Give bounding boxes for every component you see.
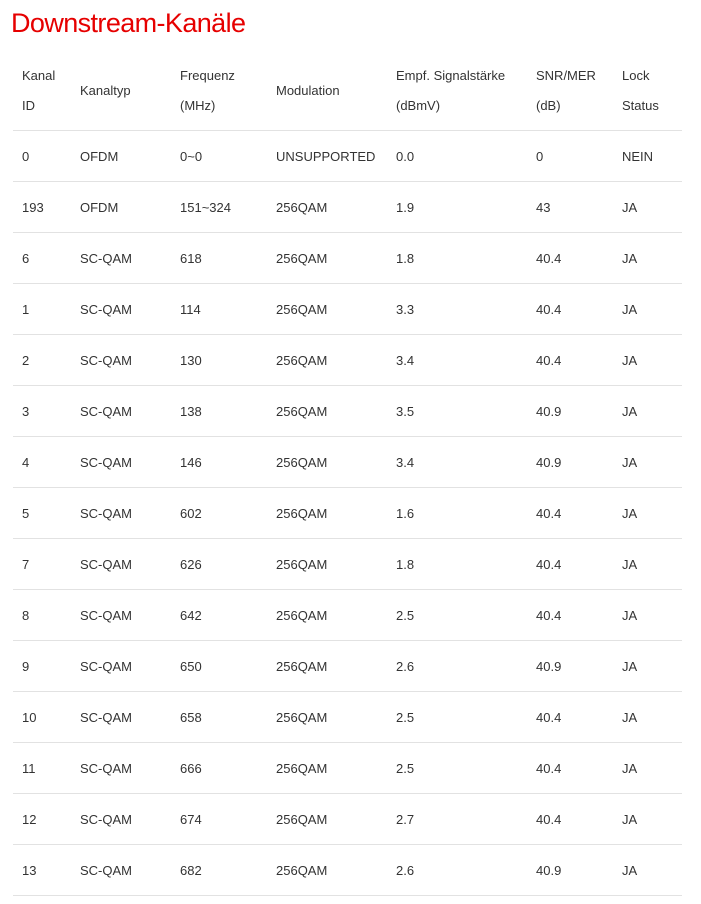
cell-channel-id: 3 xyxy=(13,386,71,437)
cell-frequency: 658 xyxy=(171,692,267,743)
cell-channel-type: SC-QAM xyxy=(71,437,171,488)
cell-snr-mer: 40.4 xyxy=(527,233,613,284)
cell-signal-strength: 1.8 xyxy=(387,539,527,590)
column-header-label: SNR/MER xyxy=(536,68,596,83)
table-row xyxy=(13,539,682,590)
cell-channel-id: 6 xyxy=(13,233,71,284)
cell-frequency: 114 xyxy=(171,284,267,335)
cell-snr-mer: 40.9 xyxy=(527,641,613,692)
cell-channel-id: 193 xyxy=(13,182,71,233)
cell-frequency: 650 xyxy=(171,641,267,692)
cell-snr-mer: 40.4 xyxy=(527,590,613,641)
cell-snr-mer: 40.9 xyxy=(527,437,613,488)
cell-lock-status: JA xyxy=(613,692,682,743)
cell-lock-status: NEIN xyxy=(613,131,682,182)
cell-modulation: 256QAM xyxy=(267,182,387,233)
table-row xyxy=(13,794,682,845)
column-header-label: Kanal xyxy=(22,68,56,83)
cell-signal-strength: 0.0 xyxy=(387,131,527,182)
table-row xyxy=(13,845,682,896)
table-row xyxy=(13,641,682,692)
cell-channel-id: 0 xyxy=(13,131,71,182)
cell-modulation: 256QAM xyxy=(267,437,387,488)
cell-snr-mer: 40.4 xyxy=(527,743,613,794)
cell-frequency: 151~324 xyxy=(171,182,267,233)
downstream-channels-table xyxy=(13,52,682,896)
cell-channel-type: SC-QAM xyxy=(71,692,171,743)
cell-channel-type: SC-QAM xyxy=(71,590,171,641)
cell-frequency: 642 xyxy=(171,590,267,641)
cell-lock-status: JA xyxy=(613,386,682,437)
cell-channel-id: 11 xyxy=(13,743,71,794)
column-header-modulation xyxy=(267,52,387,131)
column-header-snr-mer xyxy=(527,52,613,131)
cell-signal-strength: 2.6 xyxy=(387,641,527,692)
cell-frequency: 618 xyxy=(171,233,267,284)
cell-lock-status: JA xyxy=(613,641,682,692)
cell-lock-status: JA xyxy=(613,182,682,233)
cell-channel-type: SC-QAM xyxy=(71,488,171,539)
cell-lock-status: JA xyxy=(613,488,682,539)
cell-lock-status: JA xyxy=(613,743,682,794)
cell-signal-strength: 2.7 xyxy=(387,794,527,845)
cell-modulation: 256QAM xyxy=(267,284,387,335)
cell-channel-type: SC-QAM xyxy=(71,539,171,590)
cell-channel-type: SC-QAM xyxy=(71,641,171,692)
cell-snr-mer: 40.4 xyxy=(527,692,613,743)
page-title: Downstream-Kanäle xyxy=(11,8,246,38)
cell-channel-id: 2 xyxy=(13,335,71,386)
cell-modulation: 256QAM xyxy=(267,845,387,896)
column-header-label: Kanaltyp xyxy=(80,83,131,98)
column-header-label: Modulation xyxy=(276,83,340,98)
cell-modulation: 256QAM xyxy=(267,233,387,284)
cell-modulation: 256QAM xyxy=(267,692,387,743)
cell-channel-type: OFDM xyxy=(71,131,171,182)
table-row xyxy=(13,692,682,743)
table-body xyxy=(13,131,682,896)
table-row xyxy=(13,335,682,386)
column-header-unit: Status xyxy=(622,98,659,113)
cell-snr-mer: 40.4 xyxy=(527,284,613,335)
cell-modulation: 256QAM xyxy=(267,743,387,794)
cell-modulation: 256QAM xyxy=(267,488,387,539)
column-header-lock-status xyxy=(613,52,682,131)
cell-snr-mer: 40.9 xyxy=(527,386,613,437)
cell-signal-strength: 3.3 xyxy=(387,284,527,335)
table-row xyxy=(13,131,682,182)
cell-modulation: 256QAM xyxy=(267,641,387,692)
cell-lock-status: JA xyxy=(613,335,682,386)
column-header-unit: ID xyxy=(22,98,35,113)
cell-channel-type: SC-QAM xyxy=(71,794,171,845)
column-header-frequency xyxy=(171,52,267,131)
cell-channel-type: SC-QAM xyxy=(71,845,171,896)
cell-signal-strength: 1.6 xyxy=(387,488,527,539)
cell-signal-strength: 3.4 xyxy=(387,335,527,386)
cell-channel-id: 12 xyxy=(13,794,71,845)
table-row xyxy=(13,488,682,539)
cell-signal-strength: 3.4 xyxy=(387,437,527,488)
cell-frequency: 130 xyxy=(171,335,267,386)
cell-lock-status: JA xyxy=(613,437,682,488)
table-row xyxy=(13,386,682,437)
cell-channel-type: SC-QAM xyxy=(71,233,171,284)
cell-snr-mer: 40.4 xyxy=(527,539,613,590)
cell-channel-type: SC-QAM xyxy=(71,386,171,437)
cell-snr-mer: 0 xyxy=(527,131,613,182)
cell-frequency: 674 xyxy=(171,794,267,845)
cell-channel-id: 8 xyxy=(13,590,71,641)
cell-signal-strength: 2.5 xyxy=(387,743,527,794)
cell-channel-type: SC-QAM xyxy=(71,284,171,335)
cell-channel-id: 7 xyxy=(13,539,71,590)
cell-modulation: 256QAM xyxy=(267,539,387,590)
cell-signal-strength: 1.9 xyxy=(387,182,527,233)
cell-modulation: 256QAM xyxy=(267,386,387,437)
cell-signal-strength: 2.6 xyxy=(387,845,527,896)
cell-frequency: 602 xyxy=(171,488,267,539)
cell-channel-type: SC-QAM xyxy=(71,335,171,386)
table-row xyxy=(13,284,682,335)
cell-snr-mer: 43 xyxy=(527,182,613,233)
cell-modulation: 256QAM xyxy=(267,335,387,386)
table-row xyxy=(13,743,682,794)
cell-frequency: 138 xyxy=(171,386,267,437)
header-row xyxy=(13,52,682,131)
cell-frequency: 666 xyxy=(171,743,267,794)
column-header-label: Frequenz xyxy=(180,68,235,83)
cell-lock-status: JA xyxy=(613,794,682,845)
column-header-label: Lock xyxy=(622,68,650,83)
table-header xyxy=(13,52,682,131)
column-header-unit: (MHz) xyxy=(180,98,216,113)
cell-signal-strength: 2.5 xyxy=(387,692,527,743)
table-row xyxy=(13,437,682,488)
cell-lock-status: JA xyxy=(613,233,682,284)
cell-snr-mer: 40.4 xyxy=(527,794,613,845)
cell-frequency: 146 xyxy=(171,437,267,488)
cell-modulation: UNSUPPORTED xyxy=(267,131,387,182)
cell-snr-mer: 40.9 xyxy=(527,845,613,896)
cell-frequency: 682 xyxy=(171,845,267,896)
cell-frequency: 626 xyxy=(171,539,267,590)
column-header-unit: (dB) xyxy=(536,98,561,113)
table-row xyxy=(13,590,682,641)
cell-channel-type: OFDM xyxy=(71,182,171,233)
table-row xyxy=(13,182,682,233)
cell-lock-status: JA xyxy=(613,845,682,896)
column-header-label: Empf. Signalstärke xyxy=(396,68,506,83)
cell-lock-status: JA xyxy=(613,590,682,641)
cell-channel-type: SC-QAM xyxy=(71,743,171,794)
cell-modulation: 256QAM xyxy=(267,590,387,641)
cell-frequency: 0~0 xyxy=(171,131,267,182)
column-header-channel-id xyxy=(13,52,71,131)
cell-channel-id: 10 xyxy=(13,692,71,743)
table-row xyxy=(13,233,682,284)
cell-lock-status: JA xyxy=(613,284,682,335)
cell-snr-mer: 40.4 xyxy=(527,488,613,539)
cell-lock-status: JA xyxy=(613,539,682,590)
cell-signal-strength: 1.8 xyxy=(387,233,527,284)
cell-modulation: 256QAM xyxy=(267,794,387,845)
cell-signal-strength: 2.5 xyxy=(387,590,527,641)
column-header-unit: (dBmV) xyxy=(396,98,441,113)
cell-channel-id: 1 xyxy=(13,284,71,335)
cell-channel-id: 4 xyxy=(13,437,71,488)
cell-snr-mer: 40.4 xyxy=(527,335,613,386)
cell-signal-strength: 3.5 xyxy=(387,386,527,437)
cell-channel-id: 5 xyxy=(13,488,71,539)
cell-channel-id: 13 xyxy=(13,845,71,896)
cell-channel-id: 9 xyxy=(13,641,71,692)
column-header-channel-type xyxy=(71,52,171,131)
column-header-signal-strength xyxy=(387,52,527,131)
